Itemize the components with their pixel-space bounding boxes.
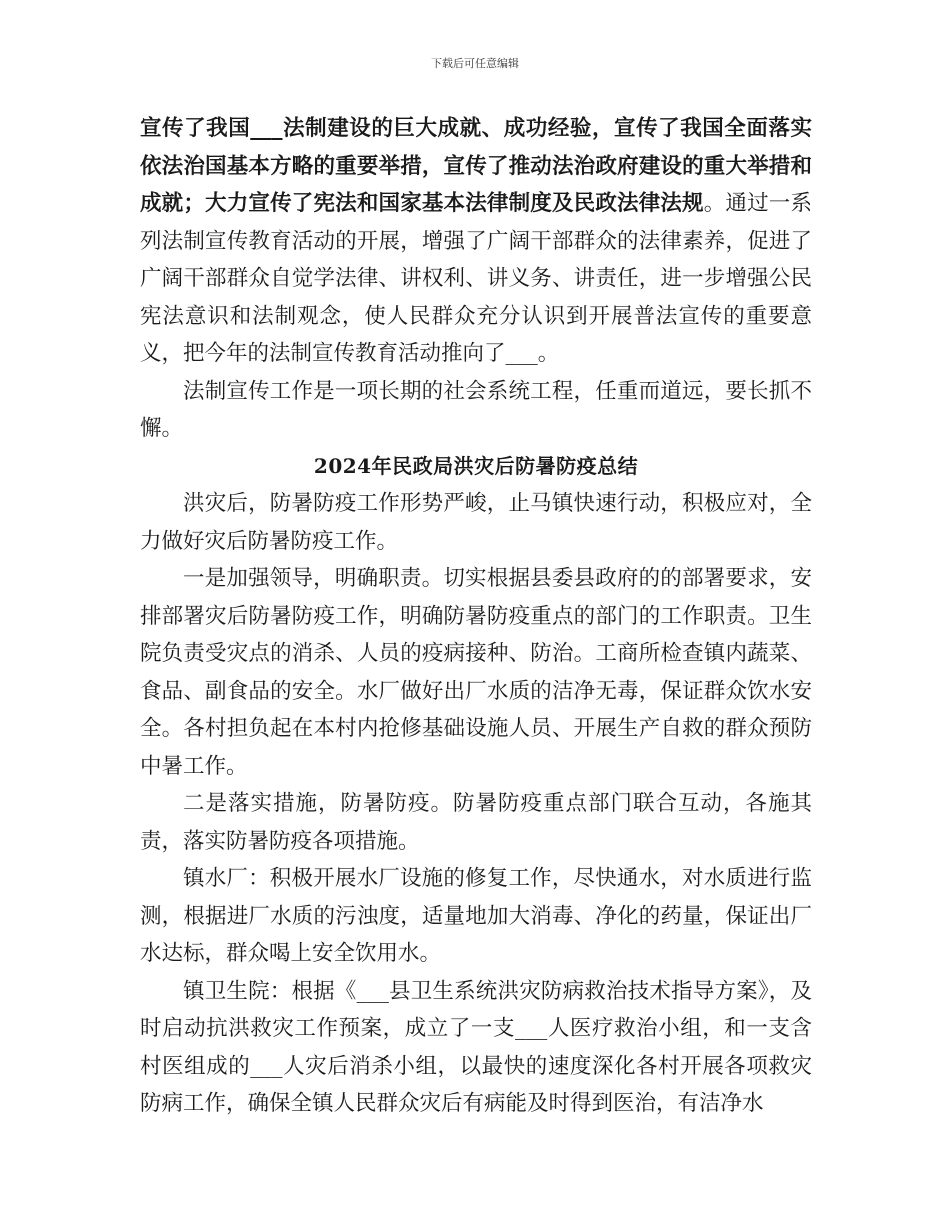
bold-text-run: 宣传了我国___法制建设的巨大成就、成功经验，宣传了我国全面落实依法治国基本方略的重要举措，宣传了推动法治政府建设的重大举措和成就；大力宣传了宪法和国家基本法律制度及民政法律法规 — [140, 116, 812, 216]
paragraph-measures: 二是落实措施，防暑防疫。防暑防疫重点部门联合互动，各施其责，落实防暑防疫各项措施。 — [140, 791, 812, 854]
paragraph-publicity-summary — [140, 110, 812, 373]
normal-text-run: 。通过一系列法制宣传教育活动的开展，增强了广阔干部群众的法律素养，促进了广阔干部群众自觉学法律、讲权利、讲义务、讲责任，进一步增强公民宪法意识和法制观念，使人民群众充分认识到开展普法宣传的重要意义，把今年的法制宣传教育活动推向了___。 — [140, 191, 812, 366]
page-header: 下载后可任意编辑 — [431, 57, 519, 70]
document-body — [140, 110, 812, 1123]
paragraph-leadership: 一是加强领导，明确职责。切实根据县委县政府的的部署要求，安排部署灾后防暑防疫工作，明确防暑防疫重点的部门的工作职责。卫生院负责受灾点的消杀、人员的疫病接种、防治。工商所检查镇内蔬菜、食品、副食品的安全。水厂做好出厂水质的洁净无毒，保证群众饮水安全。各村担负起在本村内抢修基础设施人员、开展生产自救的群众预防中暑工作。 — [140, 566, 812, 779]
paragraph-long-term-work: 法制宣传工作是一项长期的社会系统工程，任重而道远，要长抓不懈。 — [140, 378, 812, 441]
paragraph-water-plant: 镇水厂：积极开展水厂设施的修复工作，尽快通水，对水质进行监测，根据进厂水质的污浊度，适量地加大消毒、净化的药量，保证出厂水达标，群众喝上安全饮用水。 — [140, 866, 812, 966]
section-title: 2024年民政局洪灾后防暑防疫总结 — [313, 453, 639, 478]
paragraph-intro: 洪灾后，防暑防疫工作形势严峻，止马镇快速行动，积极应对，全力做好灾后防暑防疫工作。 — [140, 491, 812, 554]
paragraph-health-center: 镇卫生院：根据《___县卫生系统洪灾防病救治技术指导方案》，及时启动抗洪救灾工作预案，成立了一支___人医疗救治小组，和一支含村医组成的___人灾后消杀小组，以最快的速度深化各村开展各项救灾防病工作，确保全镇人民群众灾后有病能及时得到医治，有洁净水 — [140, 978, 812, 1116]
